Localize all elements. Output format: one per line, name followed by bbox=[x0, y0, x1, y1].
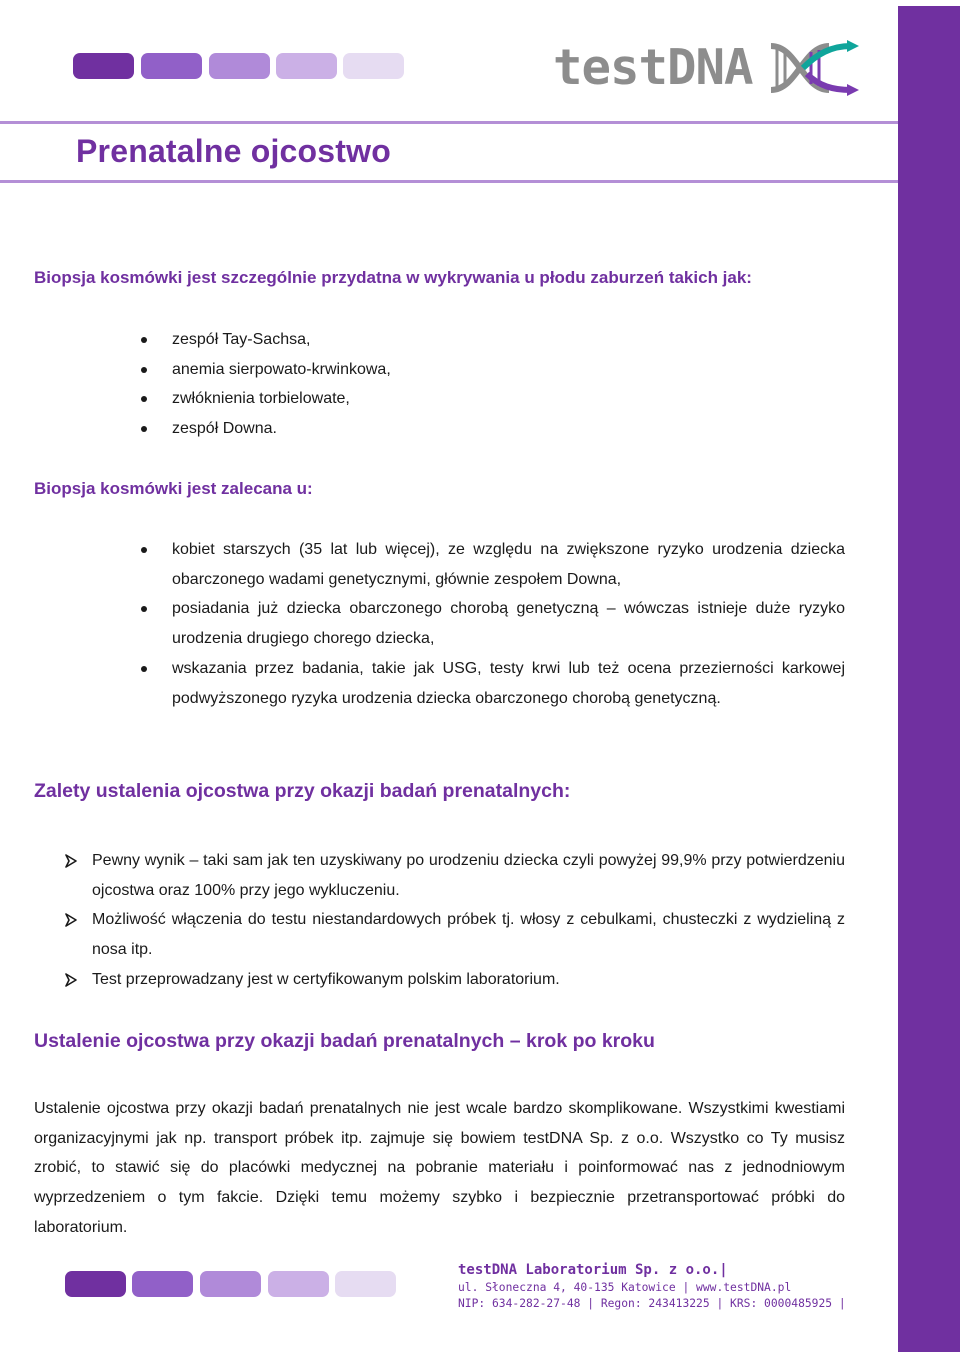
bullet-icon bbox=[141, 426, 147, 432]
list-item-text: zwłóknienia torbielowate, bbox=[172, 390, 350, 408]
list-item-text: wskazania przez badania, takie jak USG, testy krwi lub też ocena przezierności karkowej podwyższonego ryzyka urodzenia dziecka obarczonego chorobą genetyczną. bbox=[172, 659, 845, 707]
list-item-text: zespół Downa. bbox=[172, 420, 277, 438]
decor-pill-5 bbox=[343, 53, 404, 79]
arrow-bullet-icon bbox=[65, 913, 77, 927]
section-3-list bbox=[34, 846, 845, 995]
list-item bbox=[34, 654, 845, 713]
decor-pill-2 bbox=[141, 53, 202, 79]
arrow-bullet-icon bbox=[65, 973, 77, 987]
list-item bbox=[34, 384, 391, 414]
right-sidebar-stripe bbox=[898, 6, 960, 1352]
footer-address: ul. Słoneczna 4, 40-135 Katowice | www.testDNA.pl bbox=[458, 1281, 792, 1294]
list-item bbox=[34, 325, 391, 355]
arrow-bullet-icon bbox=[65, 854, 77, 868]
list-item bbox=[34, 965, 845, 995]
title-divider bbox=[0, 180, 898, 183]
list-item-text: Możliwość włączenia do testu niestandardowych próbek tj. włosy z cebulkami, chusteczki z wydzieliną z nosa itp. bbox=[92, 911, 845, 959]
bullet-icon bbox=[141, 337, 147, 343]
list-item bbox=[34, 535, 845, 594]
decor-pill-3 bbox=[209, 53, 270, 79]
section-2-list bbox=[34, 535, 845, 713]
section-4-heading: Ustalenie ojcostwa przy okazji badań prenatalnych – krok po kroku bbox=[34, 1030, 655, 1052]
decor-pill-4 bbox=[276, 53, 337, 79]
section-1-heading: Biopsja kosmówki jest szczególnie przydatna w wykrywania u płodu zaburzeń takich jak: bbox=[34, 268, 752, 287]
footer-company-name: testDNA Laboratorium Sp. z o.o.| bbox=[458, 1262, 728, 1278]
decor-pill-3 bbox=[200, 1271, 261, 1297]
section-4-paragraph: Ustalenie ojcostwa przy okazji badań prenatalnych nie jest wcale bardzo skomplikowane. Wszystkimi kwestiami organizacyjnymi jak np. transport próbek itp. zajmuje się bowiem testDNA Sp. z o.o. Wszystko co Ty musisz zrobić, to stawić się do placówki medycznej na pobranie materiału i poinformować nas z jednodniowym wyprzedzeniem o tym fakcie. Dzięki temu możemy szybko i bezpiecznie przetransportować próbki do laboratorium. bbox=[34, 1100, 845, 1236]
bullet-icon bbox=[141, 367, 147, 373]
company-logo bbox=[553, 38, 859, 98]
bullet-icon bbox=[141, 606, 147, 612]
section-1-list bbox=[34, 325, 391, 444]
list-item bbox=[34, 594, 845, 653]
section-3-heading: Zalety ustalenia ojcostwa przy okazji badań prenatalnych: bbox=[34, 780, 571, 802]
page-title: Prenatalne ojcostwo bbox=[76, 133, 391, 169]
header-divider bbox=[0, 121, 898, 124]
bullet-icon bbox=[141, 547, 147, 553]
bullet-icon bbox=[141, 396, 147, 402]
logo-wordmark: testDNA bbox=[553, 39, 753, 96]
decor-pill-1 bbox=[65, 1271, 126, 1297]
list-item-text: Test przeprowadzany jest w certyfikowanym polskim laboratorium. bbox=[92, 970, 560, 988]
footer-registration: NIP: 634-282-27-48 | Regon: 243413225 | KRS: 0000485925 | bbox=[458, 1297, 846, 1310]
decor-pill-2 bbox=[132, 1271, 193, 1297]
list-item-text: zespół Tay-Sachsa, bbox=[172, 331, 311, 348]
list-item bbox=[34, 905, 845, 964]
list-item-text: posiadania już dziecka obarczonego chorobą genetyczną – wówczas istnieje duże ryzyko urodzenia drugiego chorego dziecka, bbox=[172, 600, 845, 648]
decor-pill-1 bbox=[73, 53, 134, 79]
dna-helix-icon bbox=[767, 40, 859, 96]
decor-pill-5 bbox=[335, 1271, 396, 1297]
list-item bbox=[34, 414, 391, 444]
footer-info bbox=[458, 1260, 846, 1312]
list-item-text: anemia sierpowato-krwinkowa, bbox=[172, 360, 391, 378]
bullet-icon bbox=[141, 666, 147, 672]
list-item-text: kobiet starszych (35 lat lub więcej), ze względu na zwiększone ryzyko urodzenia dziecka obarczonego wadami genetycznymi, głównie zespołem Downa, bbox=[172, 541, 845, 588]
decor-pill-4 bbox=[268, 1271, 329, 1297]
section-2-heading: Biopsja kosmówki jest zalecana u: bbox=[34, 479, 313, 498]
list-item-text: Pewny wynik – taki sam jak ten uzyskiwany po urodzeniu dziecka czyli powyżej 99,9% przy potwierdzeniu ojcostwa oraz 100% przy jego wykluczeniu. bbox=[92, 852, 845, 899]
list-item bbox=[34, 846, 845, 905]
list-item bbox=[34, 355, 391, 385]
